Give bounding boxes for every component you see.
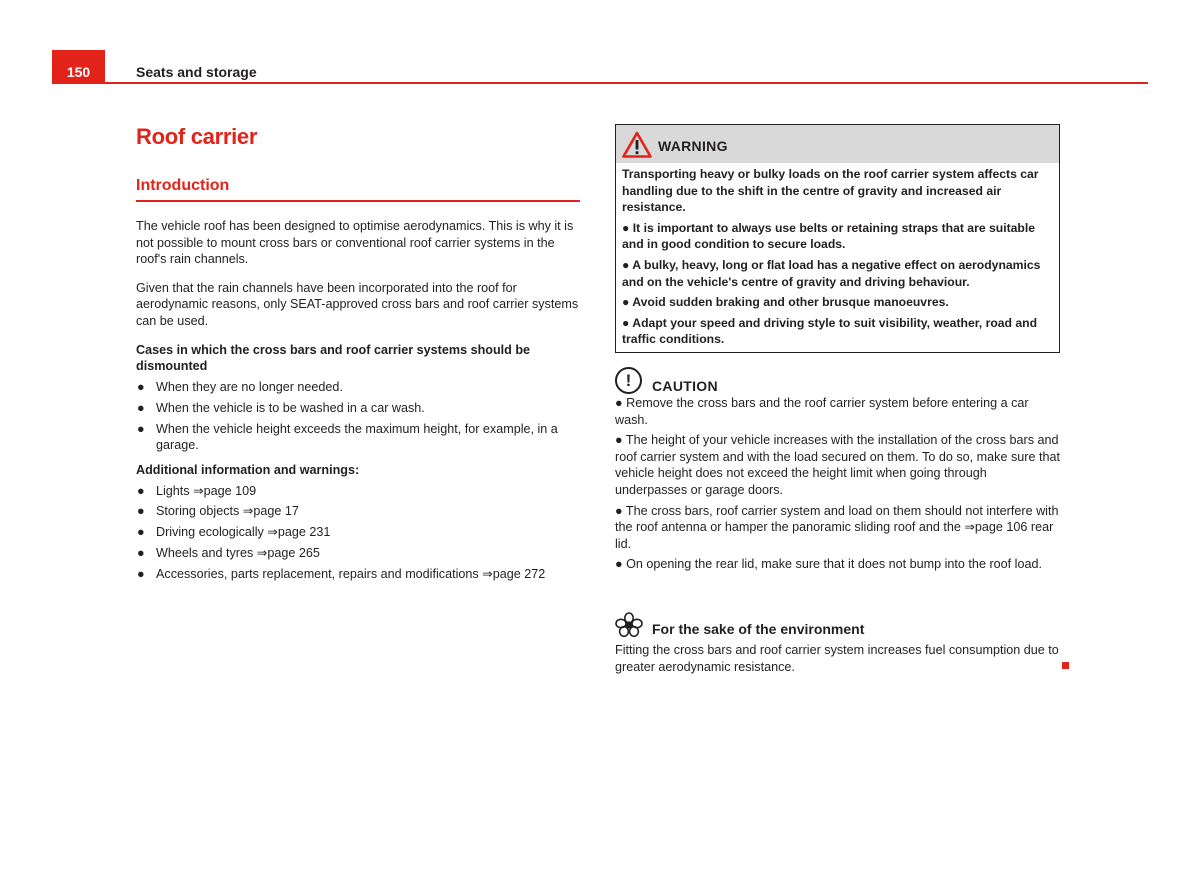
warning-triangle-icon bbox=[622, 131, 652, 158]
warning-item: ● It is important to always use belts or retaining straps that are suitable and in good condition to secure loads. bbox=[622, 220, 1036, 252]
bullet-icon: ● bbox=[137, 483, 145, 498]
warning-header bbox=[616, 125, 1059, 163]
bullet-icon: ● bbox=[137, 525, 145, 540]
section-title: Seats and storage bbox=[136, 64, 257, 80]
caution-section bbox=[615, 367, 1060, 573]
caution-item: ● The height of your vehicle increases with the installation of the cross bars and roof carrier system and with the load secured on them. To do so, make sure that vehicle height does not exceed the height limit when going through underpasses or garage doors. bbox=[615, 433, 1060, 497]
dismount-list bbox=[136, 379, 580, 454]
warning-item: ● Avoid sudden braking and other brusque manoeuvres. bbox=[622, 295, 949, 310]
flower-icon bbox=[615, 612, 643, 638]
bullet-icon: ● bbox=[137, 546, 145, 561]
environment-title: For the sake of the environment bbox=[652, 621, 865, 637]
page-number: 150 bbox=[52, 50, 105, 84]
header-divider bbox=[52, 82, 1148, 84]
info-list bbox=[136, 483, 580, 584]
caution-item: ● Remove the cross bars and the roof carrier system before entering a car wash. bbox=[615, 396, 1029, 427]
left-column bbox=[136, 124, 580, 587]
caution-item: ● On opening the rear lid, make sure that it does not bump into the roof load. bbox=[615, 557, 1042, 572]
list-item: ● When the vehicle height exceeds the maximum height, for example, in a garage. bbox=[137, 421, 558, 453]
intro-paragraph: The vehicle roof has been designed to optimise aerodynamics. This is why it is not possible to mount cross bars or conventional roof carrier systems in the roof's rain channels. bbox=[136, 219, 574, 267]
list-item: ● When they are no longer needed. bbox=[137, 379, 343, 394]
bullet-icon: ● bbox=[137, 567, 145, 582]
warning-item: ● Adapt your speed and driving style to suit visibility, weather, road and traffic conditions. bbox=[622, 315, 1038, 347]
warning-body bbox=[616, 163, 1059, 348]
list-item[interactable]: ● Accessories, parts replacement, repairs and modifications ⇒page 272 bbox=[137, 567, 546, 582]
environment-section bbox=[615, 612, 1060, 675]
bullet-icon: ● bbox=[137, 421, 145, 436]
caution-title: CAUTION bbox=[652, 378, 718, 394]
environment-header bbox=[615, 612, 1060, 640]
dismount-heading: Cases in which the cross bars and roof carrier systems should be dismounted bbox=[136, 342, 531, 374]
warning-item: ● A bulky, heavy, long or flat load has a negative effect on aerodynamics and on the vehicle's centre of gravity and driving behaviour. bbox=[622, 257, 1041, 289]
caution-header bbox=[615, 367, 1060, 395]
info-heading: Additional information and warnings: bbox=[136, 462, 360, 477]
caution-icon: ! bbox=[615, 367, 642, 394]
bullet-icon: ● bbox=[137, 504, 145, 519]
warning-title: WARNING bbox=[658, 138, 728, 154]
caution-item: ● The cross bars, roof carrier system and load on them should not interfere with the roof antenna or hamper the panoramic sliding roof and the ⇒page 106 rear lid. bbox=[615, 503, 1059, 551]
list-item[interactable]: ● Wheels and tyres ⇒page 265 bbox=[137, 546, 320, 561]
list-item[interactable]: ● Lights ⇒page 109 bbox=[137, 483, 257, 498]
section-heading: Introduction bbox=[136, 176, 580, 202]
bullet-icon: ● bbox=[137, 400, 145, 415]
list-item: ● When the vehicle is to be washed in a car wash. bbox=[137, 400, 425, 415]
environment-text: Fitting the cross bars and roof carrier system increases fuel consumption due to greater aerodynamic resistance. bbox=[615, 643, 1059, 674]
warning-intro: Transporting heavy or bulky loads on the roof carrier system affects car handling due to the shift in the centre of gravity and increased air resistance. bbox=[622, 167, 1039, 215]
bullet-icon: ● bbox=[137, 379, 145, 394]
section-end-marker bbox=[1062, 662, 1069, 669]
warning-box bbox=[615, 124, 1060, 353]
page-title: Roof carrier bbox=[136, 124, 258, 149]
list-item[interactable]: ● Storing objects ⇒page 17 bbox=[137, 504, 299, 519]
list-item[interactable]: ● Driving ecologically ⇒page 231 bbox=[137, 525, 331, 540]
rain-channel-paragraph: Given that the rain channels have been incorporated into the roof for aerodynamic reasons, only SEAT-approved cross bars and roof carrier systems can be used. bbox=[136, 280, 579, 328]
